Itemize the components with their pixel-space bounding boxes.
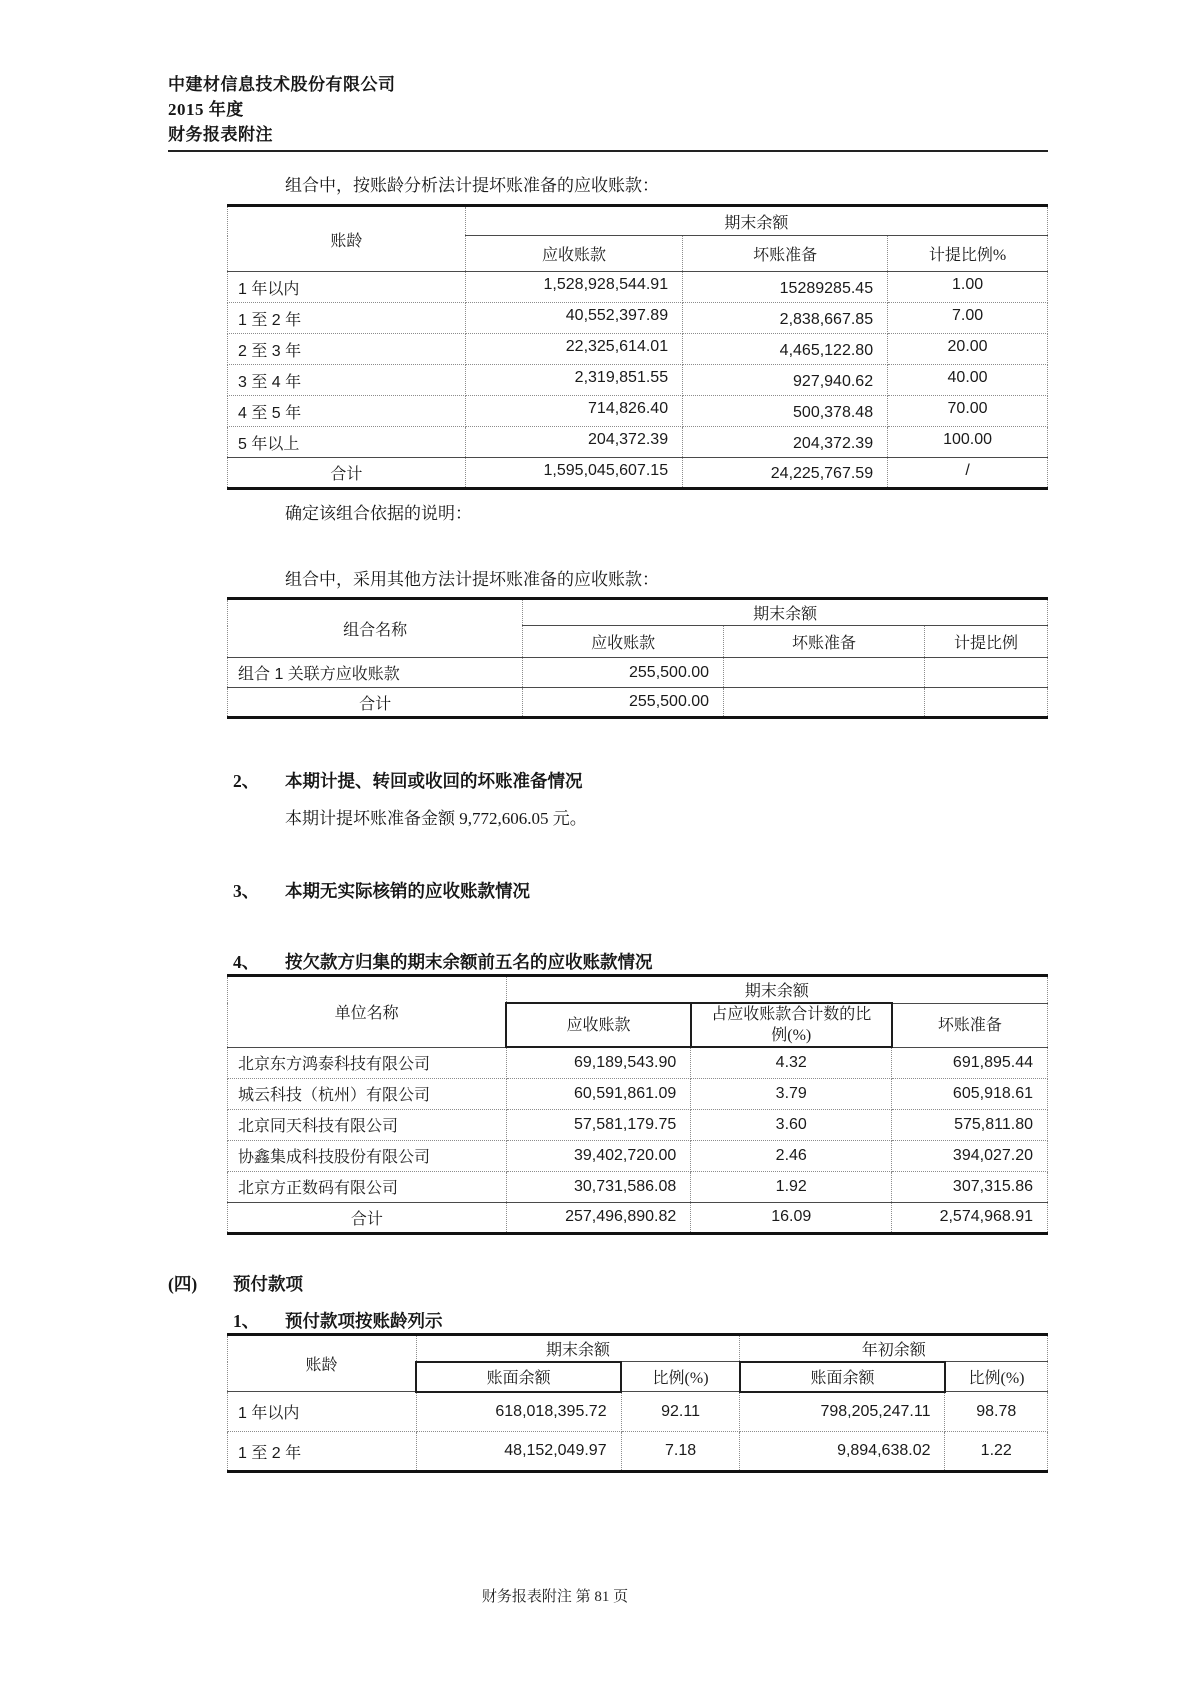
table-cell: 69,189,543.90 [506,1047,691,1078]
section-title: 本期无实际核销的应收账款情况 [285,881,530,901]
table-cell: 3 至 4 年 [228,365,466,396]
table-row [228,688,1048,718]
table-cell: 92.11 [621,1392,740,1432]
col-header-aging: 账龄 [228,206,466,272]
table-row [228,1392,1048,1432]
table-cell: 1,528,928,544.91 [465,272,682,303]
col-header-receivables: 应收账款 [465,236,682,272]
col-header-receivables: 应收账款 [523,626,724,658]
table-cell: 1.22 [945,1432,1048,1472]
table-cell: 1 至 2 年 [228,1432,417,1472]
table-cell: 1 至 2 年 [228,303,466,334]
table-cell: 城云科技（杭州）有限公司 [228,1078,507,1109]
table-header-row [228,1334,1048,1362]
col-header-percentage: 占应收账款合计数的比例(%) [691,1003,892,1047]
section-number: (四) [168,1273,198,1294]
table-row [228,272,1048,303]
table-cell: 北京同天科技有限公司 [228,1109,507,1140]
table-cell: 40.00 [888,365,1048,396]
prepaid-aging-table [227,1333,1048,1474]
table-cell: 2,574,968.91 [892,1202,1048,1233]
top5-receivables-table [227,974,1048,1235]
table-cell [724,658,925,688]
table-cell: 60,591,861.09 [506,1078,691,1109]
table-row [228,1078,1048,1109]
table-cell: 16.09 [691,1202,892,1233]
table-cell [924,658,1047,688]
col-header-ratio: 计提比例% [888,236,1048,272]
header-rule [168,150,1048,152]
basis-note-paragraph: 确定该组合依据的说明： [285,504,472,523]
col-header-receivables: 应收账款 [506,1003,691,1047]
table-cell: 39,402,720.00 [506,1140,691,1171]
table-cell: 2 至 3 年 [228,334,466,365]
table-cell: 500,378.48 [683,396,888,427]
table-row [228,1171,1048,1202]
table-cell: 1.92 [691,1171,892,1202]
table-cell: 7.18 [621,1432,740,1472]
table-cell: 1 年以内 [228,1392,417,1432]
col-header-book-balance-end: 账面余额 [416,1362,621,1392]
section-heading-si [168,1271,1200,1297]
col-header-ending-balance: 期末余额 [506,976,1047,1004]
col-header-aging: 账龄 [228,1334,417,1392]
fiscal-year: 2015 年度 [168,100,244,119]
table-cell: 北京东方鸿泰科技有限公司 [228,1047,507,1078]
col-header-bad-debt: 坏账准备 [683,236,888,272]
table-cell: 1,595,045,607.15 [465,458,682,489]
table-row [228,658,1048,688]
table-cell: 22,325,614.01 [465,334,682,365]
aging-intro-paragraph: 组合中，按账龄分析法计提坏账准备的应收账款： [285,176,659,195]
table-cell: 618,018,395.72 [416,1392,621,1432]
col-header-ratio: 计提比例 [924,626,1047,658]
table-cell: 927,940.62 [683,365,888,396]
col-header-ending-balance: 期末余额 [523,599,1048,626]
page-footer: 财务报表附注 第 81 页 [481,1589,629,1605]
col-header-portfolio-name: 组合名称 [228,599,523,658]
section-title: 按欠款方归集的期末余额前五名的应收账款情况 [285,952,653,972]
table-row [228,303,1048,334]
col-header-bad-debt: 坏账准备 [724,626,925,658]
table-cell: 北京方正数码有限公司 [228,1171,507,1202]
section-number: 1、 [233,1310,260,1331]
table-row [228,1047,1048,1078]
table-header-row [228,206,1048,236]
table-cell: 98.78 [945,1392,1048,1432]
col-header-ratio-begin: 比例(%) [945,1362,1048,1392]
table-cell [724,688,925,718]
table-cell: 3.60 [691,1109,892,1140]
table-row [228,1140,1048,1171]
table-cell: 257,496,890.82 [506,1202,691,1233]
table-cell: 255,500.00 [523,658,724,688]
table-cell [924,688,1047,718]
section-number: 2、 [233,771,260,791]
section-title: 预付款项按账龄列示 [285,1310,443,1331]
table-header-row [228,976,1048,1004]
table-cell: 1.00 [888,272,1048,303]
table-row [228,1432,1048,1472]
col-header-bad-debt: 坏账准备 [892,1003,1048,1047]
table-cell: 798,205,247.11 [740,1392,945,1432]
table-cell: 7.00 [888,303,1048,334]
doc-title: 财务报表附注 [168,125,273,144]
table-cell: 605,918.61 [892,1078,1048,1109]
col-header-ending-balance: 期末余额 [416,1334,740,1362]
table-row [228,334,1048,365]
table-cell: 204,372.39 [465,427,682,458]
col-header-beginning-balance: 年初余额 [740,1334,1048,1362]
table-cell: 2,838,667.85 [683,303,888,334]
table-cell: 20.00 [888,334,1048,365]
section-heading-2 [233,768,1200,794]
table-row [228,1202,1048,1233]
table-row [228,458,1048,489]
table-cell: 307,315.86 [892,1171,1048,1202]
table-row [228,365,1048,396]
section-title: 预付款项 [233,1273,303,1294]
col-header-book-balance-begin: 账面余额 [740,1362,945,1392]
table-cell: 合计 [228,458,466,489]
table-cell: 30,731,586.08 [506,1171,691,1202]
table-cell: 255,500.00 [523,688,724,718]
table-cell: 1 年以内 [228,272,466,303]
table-cell: 4.32 [691,1047,892,1078]
other-method-table [227,597,1048,719]
doc-header [168,0,1200,147]
table-cell: 4,465,122.80 [683,334,888,365]
table-row [228,1109,1048,1140]
table-cell: 100.00 [888,427,1048,458]
section-heading-prepaid-1 [233,1309,1200,1333]
table-cell: 5 年以上 [228,427,466,458]
col-header-ratio-end: 比例(%) [621,1362,740,1392]
section-heading-3 [233,878,1200,904]
company-name: 中建材信息技术股份有限公司 [168,75,396,94]
table-row [228,396,1048,427]
table-cell: 575,811.80 [892,1109,1048,1140]
table-cell: 57,581,179.75 [506,1109,691,1140]
table-cell: 2.46 [691,1140,892,1171]
table-cell: 394,027.20 [892,1140,1048,1171]
table-cell: 714,826.40 [465,396,682,427]
table-cell: 9,894,638.02 [740,1432,945,1472]
table-cell: 协鑫集成科技股份有限公司 [228,1140,507,1171]
table-cell: 3.79 [691,1078,892,1109]
provision-amount-paragraph: 本期计提坏账准备金额 9,772,606.05 元。 [285,809,587,828]
section-title: 本期计提、转回或收回的坏账准备情况 [285,771,583,791]
table-cell: 组合 1 关联方应收账款 [228,658,523,688]
col-header-entity-name: 单位名称 [228,976,507,1048]
section-heading-4 [233,950,1200,974]
other-method-intro-paragraph: 组合中，采用其他方法计提坏账准备的应收账款： [285,570,659,589]
table-cell: 24,225,767.59 [683,458,888,489]
table-cell: 4 至 5 年 [228,396,466,427]
table-cell: 2,319,851.55 [465,365,682,396]
table-cell: / [888,458,1048,489]
table-header-row [228,599,1048,626]
table-cell: 15289285.45 [683,272,888,303]
section-number: 3、 [233,881,260,901]
table-cell: 691,895.44 [892,1047,1048,1078]
col-header-ending-balance: 期末余额 [465,206,1047,236]
table-cell: 204,372.39 [683,427,888,458]
table-cell: 48,152,049.97 [416,1432,621,1472]
aging-analysis-table [227,204,1048,490]
table-cell: 40,552,397.89 [465,303,682,334]
table-row [228,427,1048,458]
table-cell: 70.00 [888,396,1048,427]
table-cell: 合计 [228,1202,507,1233]
table-cell: 合计 [228,688,523,718]
section-number: 4、 [233,952,260,972]
